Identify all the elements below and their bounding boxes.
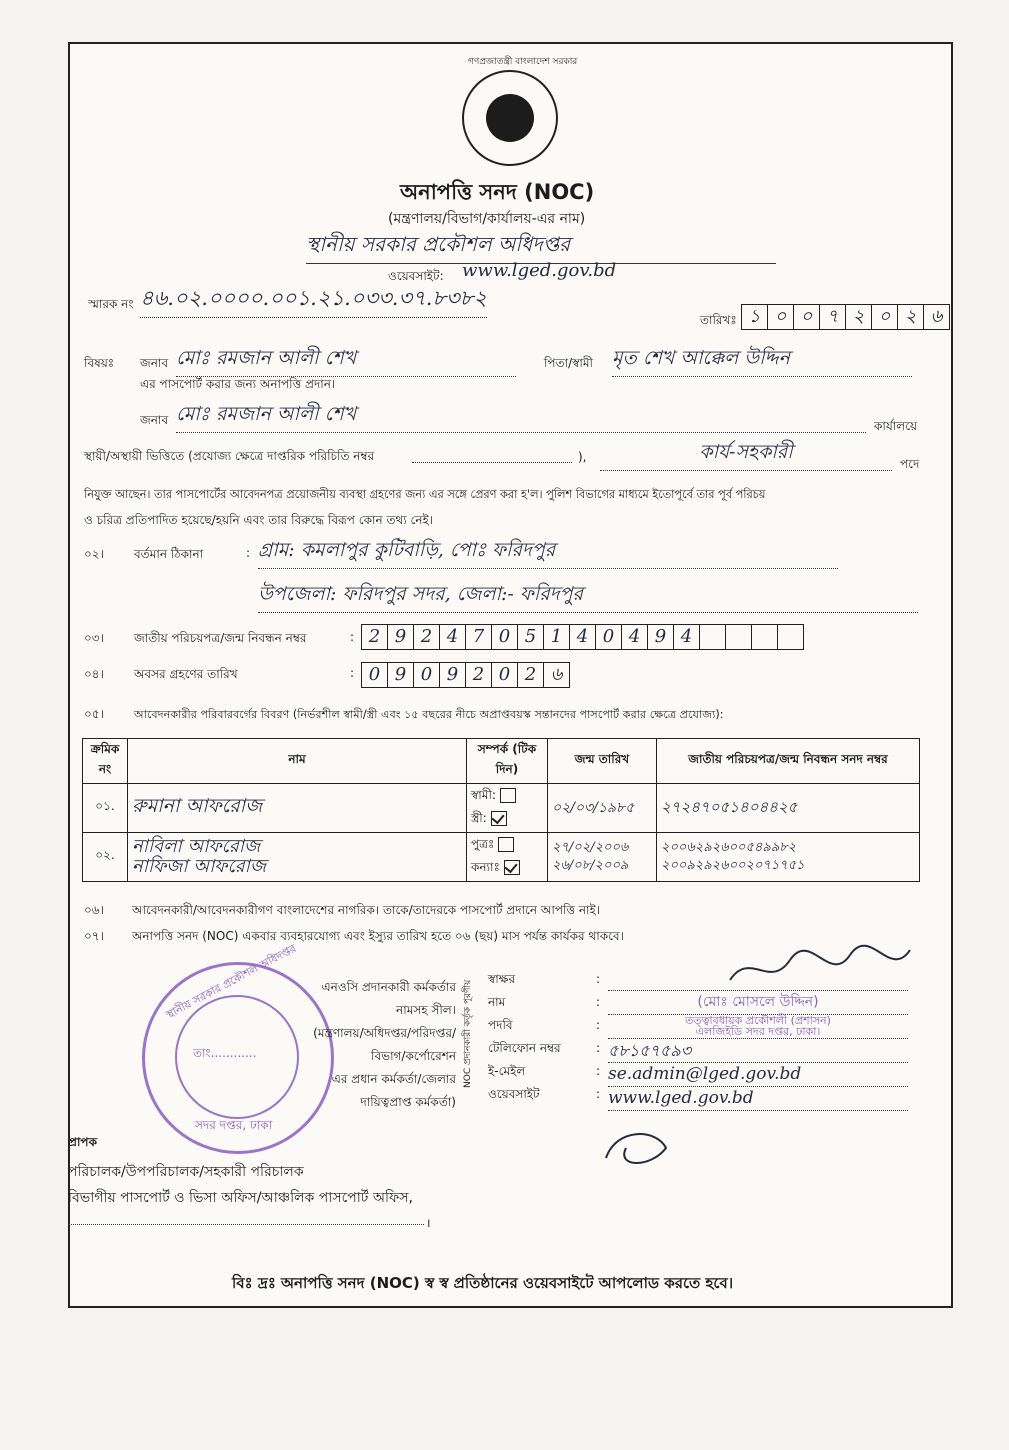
retirement-label: অবসর গ্রহণের তারিখ	[134, 667, 238, 681]
doc-subtitle: (মন্ত্রণালয়/বিভাগ/কার্যালয়-এর নাম)	[388, 211, 586, 227]
signatory-phone: ৫৮১৫৭৫৯৩	[608, 1039, 908, 1063]
father-name: মৃত শেখ আক্কেল উদ্দিন	[612, 344, 912, 377]
item-no: ০২।	[84, 547, 104, 561]
nid-digit	[725, 624, 752, 650]
table-row	[83, 833, 920, 882]
date-boxes	[742, 304, 950, 330]
row-name: নাবিলা আফরোজ নাফিজা আফরোজ	[128, 833, 467, 882]
col-dob: জন্ম তারিখ	[548, 739, 657, 784]
nid-digit: 2	[413, 624, 440, 650]
row-nid: ২৭২৪৭০৫১৪০৪৪২৫	[657, 784, 920, 833]
row-dob: ২৭/০২/২০০৬ ২৬/০৮/২০০৯	[548, 833, 657, 882]
row-dob: ০২/০৩/১৯৮৫	[548, 784, 657, 833]
nid-digit: 2	[361, 624, 388, 650]
date-digit: ৬	[923, 304, 950, 330]
date-digit: ৭	[819, 304, 846, 330]
website-value: www.lged.gov.bd	[462, 260, 617, 281]
retire-digit: 9	[439, 662, 466, 688]
vertical-note: NOC প্রদানকারী কর্তৃক পূরণীয়	[463, 979, 473, 1088]
relation-checkbox[interactable]	[498, 837, 514, 852]
designation: কার্য-সহকারী	[600, 438, 892, 471]
office-name: স্থানীয় সরকার প্রকৌশল অধিদপ্তর	[306, 230, 776, 264]
retire-digit: 0	[413, 662, 440, 688]
memo-label: স্মারক নং	[88, 297, 134, 311]
nid-boxes	[362, 624, 804, 650]
government-emblem	[462, 57, 578, 166]
row-serial: ০২.	[83, 833, 128, 882]
relation-checkbox-checked[interactable]	[504, 860, 520, 875]
nid-digit	[699, 624, 726, 650]
row-relation: স্বামী: স্ত্রী:	[467, 784, 548, 833]
col-serial: ক্রমিক নং	[83, 739, 128, 784]
nid-label: জাতীয় পরিচয়পত্র/জন্ম নিবন্ধন নম্বর	[134, 631, 307, 645]
item-no: ০৬।	[84, 903, 104, 917]
retire-digit: ৬	[543, 662, 570, 688]
subject-name: মোঃ রমজান আলী শেখ	[176, 344, 516, 377]
date-digit: ২	[897, 304, 924, 330]
retire-digit: 9	[387, 662, 414, 688]
office-suffix: কার্যালয়ে	[874, 419, 918, 433]
recipient-line2: বিভাগীয় পাসপোর্ট ও ভিসা অফিস/আঞ্চলিক পাসপোর্ট অফিস,	[68, 1190, 413, 1206]
note-validity: অনাপত্তি সনদ (NOC) একবার ব্যবহারযোগ্য এবং ইস্যুর তারিখ হতে ০৬ (ছয়) মাস পর্যন্ত কার্যকর থাকবে।	[132, 929, 624, 943]
nid-digit: 7	[465, 624, 492, 650]
signatory-colons: : : : : : :	[596, 972, 601, 1101]
item-no: ০৭।	[84, 929, 104, 943]
signatory-designation: তত্ত্বাবধায়ক প্রকৌশলী (প্রশাসন) এলজিইডি সদর দপ্তর, ঢাকা।	[608, 1015, 908, 1039]
nid-digit: 0	[595, 624, 622, 650]
seal-text: স্থানীয় সরকার প্রকৌশল অধিদপ্তর	[163, 941, 299, 1022]
date-digit: ০	[767, 304, 794, 330]
retire-digit: 0	[361, 662, 388, 688]
nid-digit: 0	[491, 624, 518, 650]
col-name: নাম	[128, 739, 467, 784]
body-name: মোঃ রমজান আলী শেখ	[176, 400, 866, 433]
body-para2: ও চরিত্র প্রতিপাদিত হয়েছে/হয়নি এবং তার বিরুদ্ধে বিরূপ কোন তথ্য নেই।	[84, 513, 434, 527]
subject-mr-label: জনাব	[140, 356, 169, 370]
address-line1: গ্রাম: কমলাপুর কুটিবাড়ি, পোঃ ফরিদপুর	[258, 536, 838, 569]
official-id-label: স্থায়ী/অস্থায়ী ভিত্তিতে (প্রযোজ্য ক্ষেত্রে দাপ্তরিক পরিচিতি নম্বর	[84, 449, 375, 463]
date-digit: ১	[741, 304, 768, 330]
address-line2: উপজেলা: ফরিদপুর সদর, জেলা:- ফরিদপুর	[258, 580, 918, 613]
item-no: ০৩।	[84, 631, 104, 645]
col-relation: সম্পর্ক (টিক দিন)	[467, 739, 548, 784]
seal-bottom: সদর দপ্তর, ঢাকা	[195, 1118, 273, 1132]
signatory-email: se.admin@lged.gov.bd	[608, 1063, 908, 1087]
family-intro: আবেদনকারীর পরিবারবর্গের বিবরণ (নির্ভরশীল স্বামী/স্ত্রী এবং ১৫ বছরের নীচে অপ্রাপ্তবয়স্ক সন্তানদের পাসপোর্ট করার ক্ষেত্রে প্রযোজ্য):	[134, 708, 724, 721]
recipient-blank	[68, 1224, 424, 1225]
emblem-map-icon	[486, 94, 534, 142]
nid-digit: 1	[543, 624, 570, 650]
date-label: তারিখঃ	[700, 313, 737, 327]
nid-digit: 9	[387, 624, 414, 650]
retirement-boxes	[362, 662, 570, 688]
row-name: রুমানা আফরোজ	[128, 784, 467, 833]
signatory-website: www.lged.gov.bd	[608, 1087, 908, 1111]
subject-label: বিষয়ঃ	[84, 356, 115, 370]
signatory-fields: স্বাক্ষর নাম পদবি টেলিফোন নম্বর ই-মেইল ওয়েবসাইট	[488, 972, 561, 1101]
address-label: বর্তমান ঠিকানা	[134, 547, 204, 561]
family-table	[82, 738, 920, 882]
signature-icon	[720, 940, 920, 1000]
nid-digit: 5	[517, 624, 544, 650]
nid-digit: 4	[621, 624, 648, 650]
date-digit: ০	[793, 304, 820, 330]
post-suffix: পদে	[900, 457, 920, 471]
retire-digit: 2	[465, 662, 492, 688]
relation-checkbox-checked[interactable]	[491, 811, 507, 826]
initials-icon	[596, 1118, 676, 1178]
body-mr-label: জনাব	[140, 413, 169, 427]
office-stamp: এলজিইডি সদর দপ্তর, ঢাকা।	[695, 1025, 821, 1038]
doc-title: অনাপত্তি সনদ (NOC)	[400, 180, 595, 204]
official-id-value	[412, 462, 572, 463]
subject-line2: এর পাসপোর্ট করার জন্য অনাপত্তি প্রদান।	[140, 377, 336, 391]
retire-digit: 2	[517, 662, 544, 688]
website-label: ওয়েবসাইট:	[388, 269, 444, 283]
item-no: ০৪।	[84, 667, 104, 681]
date-digit: ২	[845, 304, 872, 330]
row-serial: ০১.	[83, 784, 128, 833]
nid-digit	[751, 624, 778, 650]
footer-note: বিঃ দ্রঃ অনাপত্তি সনদ (NOC) স্ব স্ব প্রতিষ্ঠানের ওয়েবসাইটে আপলোড করতে হবে।	[232, 1274, 734, 1292]
seal-date-label: তাং............	[193, 1046, 257, 1060]
table-header-row	[83, 739, 920, 784]
note-citizen: আবেদনকারী/আবেদনকারীগণ বাংলাদেশের নাগরিক। তাকে/তাদেরকে পাসপোর্ট প্রদানে আপত্তি নাই।	[132, 903, 601, 917]
memo-number: ৪৬.০২.০০০০.০০১.২১.০৩৩.৩৭.৮৩৮২	[140, 282, 487, 318]
retire-digit: 0	[491, 662, 518, 688]
date-digit: ০	[871, 304, 898, 330]
row-relation: পুত্রঃ কন্যাঃ	[467, 833, 548, 882]
body-para1: নিযুক্ত আছেন। তার পাসপোর্টের আবেদনপত্র প্রয়োজনীয় ব্যবস্থা গ্রহণের জন্য এর সঙ্গে প্রেরণ করা হ'ল। পুলিশ বিভাগের মাধ্যমে ইতোপূর্বে তার পূর্ব পরিচয়	[84, 488, 766, 501]
father-label: পিতা/স্বামী	[544, 356, 593, 370]
nid-digit: 4	[569, 624, 596, 650]
nid-digit: 9	[647, 624, 674, 650]
recipient-line1: পরিচালক/উপপরিচালক/সহকারী পরিচালক	[68, 1164, 304, 1180]
col-nid: জাতীয় পরিচয়পত্র/জন্ম নিবন্ধন সনদ নম্বর	[657, 739, 920, 784]
recipient-label: প্রাপক	[68, 1135, 97, 1149]
signatory-block: এনওসি প্রদানকারী কর্মকর্তার নামসহ সীল। (মন্ত্রণালয়/অধিদপ্তর/পরিদপ্তর/ বিভাগ/কর্পোরেশন এর প্রধান কর্মকর্তা/জেলার দায়িত্বপ্রাপ্ত কর্মকর্তা)	[313, 980, 456, 1109]
nid-digit	[777, 624, 804, 650]
signatory-name: (মোঃ মোসলে উদ্দিন)	[608, 991, 908, 1015]
relation-checkbox[interactable]	[500, 788, 516, 803]
table-row	[83, 784, 920, 833]
nid-digit: 4	[439, 624, 466, 650]
emblem-label: গণপ্রজাতন্ত্রী বাংলাদেশ সরকার	[468, 57, 578, 67]
row-nid: ২০০৬২৯২৬০০৫৪৯৯৮২ ২০০৯২৯২৬০০২০৭১৭৫১	[657, 833, 920, 882]
nid-digit: 4	[673, 624, 700, 650]
item-no: ০৫।	[84, 707, 104, 721]
